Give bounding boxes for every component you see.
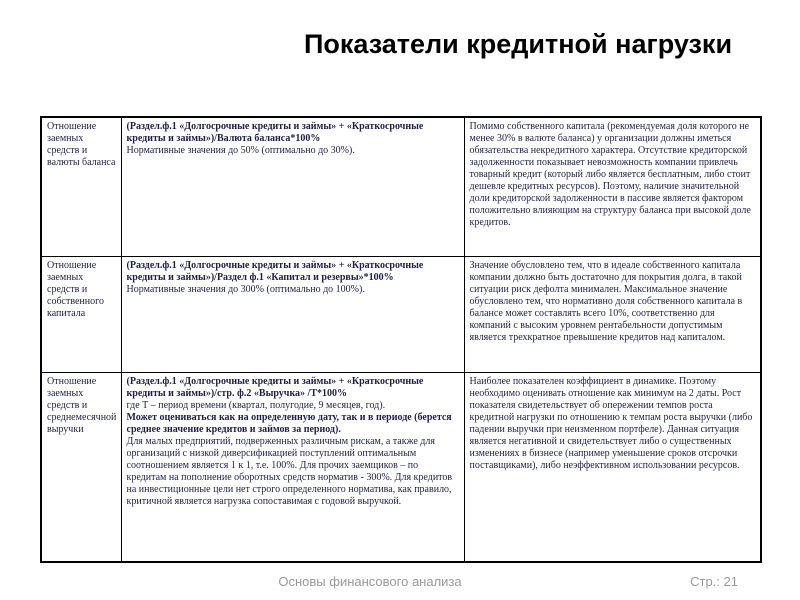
formula-cell [121,256,464,372]
explanation-text: Наиболее показателен коэффициент в динамике. Поэтому необходимо оценивать отношение как минимум на 2 даты. Рост показателя свидетельствует об опережении темпов роста кредитной нагрузки по отношению к темпам роста выручки (либо падении выручки при неизменном портфеле). Данная ситуация является негативной и свидетельствует либо о существенных изменениях в бизнесе (например уменьшение сроков отсрочки поставщиками), либо неэффективном использовании ресурсов. [469,375,753,471]
formula-cell [121,117,464,256]
footer-title: Основы финансового анализа [278,574,462,589]
table-row [41,117,761,256]
indicator-text: Отношение заемных средств и валюты баланса [47,121,116,168]
table-row [41,256,761,372]
indicator-text: Отношение заемных средств и среднемесячной выручки [47,375,117,435]
explanation-cell [464,372,761,562]
formula-text: (Раздел.ф.1 «Долгосрочные кредиты и займы» + «Краткосрочные кредиты и займы»)/Валюта баланса*100% [126,121,424,144]
table-row [41,372,761,562]
indicator-cell [41,256,121,372]
explanation-cell [464,256,761,372]
footer [0,574,800,592]
formula-note: где Т – период времени (квартал, полугодие, 9 месяцев, год). [126,399,386,411]
credit-load-table [40,116,762,563]
formula-text: (Раздел.ф.1 «Долгосрочные кредиты и займы» + «Краткосрочные кредиты и займы»)/стр. ф.2 «Выручка» /Т*100% [126,375,424,399]
indicator-cell [41,117,121,256]
page-number: Стр.: 21 [690,574,738,589]
slide-title: Показатели кредитной нагрузки [303,29,733,59]
formula-text-2: Может оцениваться как на определенную дату, так и в периоде (берется среднее значение кредитов и займов за период). [126,411,452,435]
formula-note: Нормативные значения до 50% (оптимально до 30%). [126,145,355,156]
indicator-cell [41,372,121,562]
formula-cell [121,372,464,562]
formula-note-2: Для малых предприятий, подверженных различным рискам, а также для организаций с низкой диверсификацией поступлений оптимальным соотношением является 1 к 1, т.е. 100%. Для прочих заемщиков – по кредитам на пополнение оборотных средств норматив - 300%. Для кредитов на инвестиционные цели нет строго определенного норматива, как правило, критичной является нагрузка сопоставимая с годовой выручкой. [126,435,453,507]
formula-note: Нормативные значения до 300% (оптимально до 100%). [126,283,365,295]
explanation-text: Помимо собственного капитала (рекомендуемая доля которого не менее 30% в валюте баланса) у организации должны иметься обязательства некредитного характера. Отсутствие кредиторской задолженности показывает невозможность компании привлечь товарный кредит (который либо является бесплатным, либо стоит дешевле кредитных ресурсов). Поэтому, наличие значительной доли кредиторской задолженности в пассиве является фактором положительно влияющим на структуру баланса при высокой доле кредитов. [469,121,751,228]
indicator-text: Отношение заемных средств и собственного капитала [47,259,104,319]
formula-text: (Раздел.ф.1 «Долгосрочные кредиты и займы» + «Краткосрочные кредиты и займы»)/Раздел ф.1 «Капитал и резервы»*100% [126,259,424,283]
explanation-cell [464,117,761,256]
explanation-text: Значение обусловлено тем, что в идеале собственного капитала компании должно быть достаточно для покрытия долга, в такой ситуации риск дефолта минимален. Максимальное значение обусловлено тем, что нормативно доля собственного капитала в балансе может составлять всего 10%, соответственно для компаний с высоким уровнем рентабельности допустимым является трехкратное превышение кредитов над капиталом. [469,259,743,343]
